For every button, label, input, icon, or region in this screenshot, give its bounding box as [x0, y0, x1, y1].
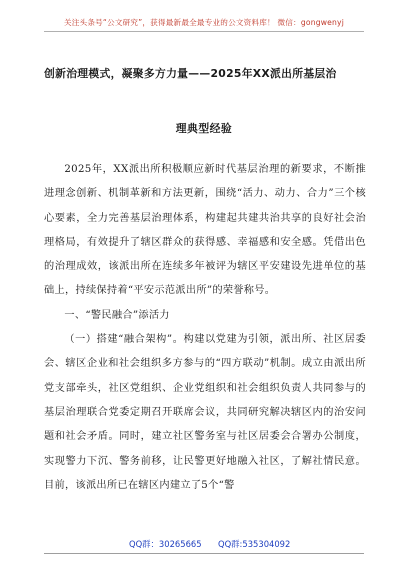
- footer-qq-group-1: QQ群：30265665: [129, 539, 202, 549]
- section-heading: 一、“警民融合”添活力: [64, 309, 170, 321]
- body-paragraph: 2025年，XX派出所积极顺应新时代基层治理的新要求，不断推进理念创新、机制革新和方法更新，围绕“活力、动力、合力”三个核心要素，全力完善基层治理体系，构建起共建共治共享的良好社会治理格局，有效提升了辖区群众的获得感、幸福感和安全感。凭借出色的治理成效，该派出所在连续多年被评为辖区平安建设先进单位的基础上，持续保持着“平安示范派出所”的荣誉称号。: [44, 164, 366, 297]
- footer-qq-group-2: QQ群:535304092: [218, 539, 291, 549]
- header-divider: [44, 31, 364, 32]
- promo-banner-text: 关注头条号“公文研究”，获得最新最全最专业的公文资料库！ 微信：gongwenyj: [63, 18, 345, 27]
- promo-banner: [0, 10, 408, 38]
- footer-divider: [44, 553, 364, 554]
- document-body: [44, 158, 366, 498]
- footer-contacts: [0, 538, 408, 552]
- body-paragraph: （一）搭建“融合架构”。构建以党建为引领，派出所、社区居委会、辖区企业和社会组织多方参与的“四方联动”机制。成立由派出所党支部牵头，社区党组织、企业党组织和社会组织负责人共同参与的基层治理联合党委定期召开联席会议，共同研究解决辖区内的治安问题和社会矛盾。同时，建立社区警务室与社区居委会合署办公制度，实现警力下沉、警务前移，让民警更好地融入社区，了解社情民意。目前，该派出所已在辖区内建立了5个“警: [44, 334, 366, 491]
- document-title-continued: 理典型经验: [175, 122, 233, 135]
- document-title: 创新治理模式，凝聚多方力量——2025年XX派出所基层治: [44, 67, 337, 80]
